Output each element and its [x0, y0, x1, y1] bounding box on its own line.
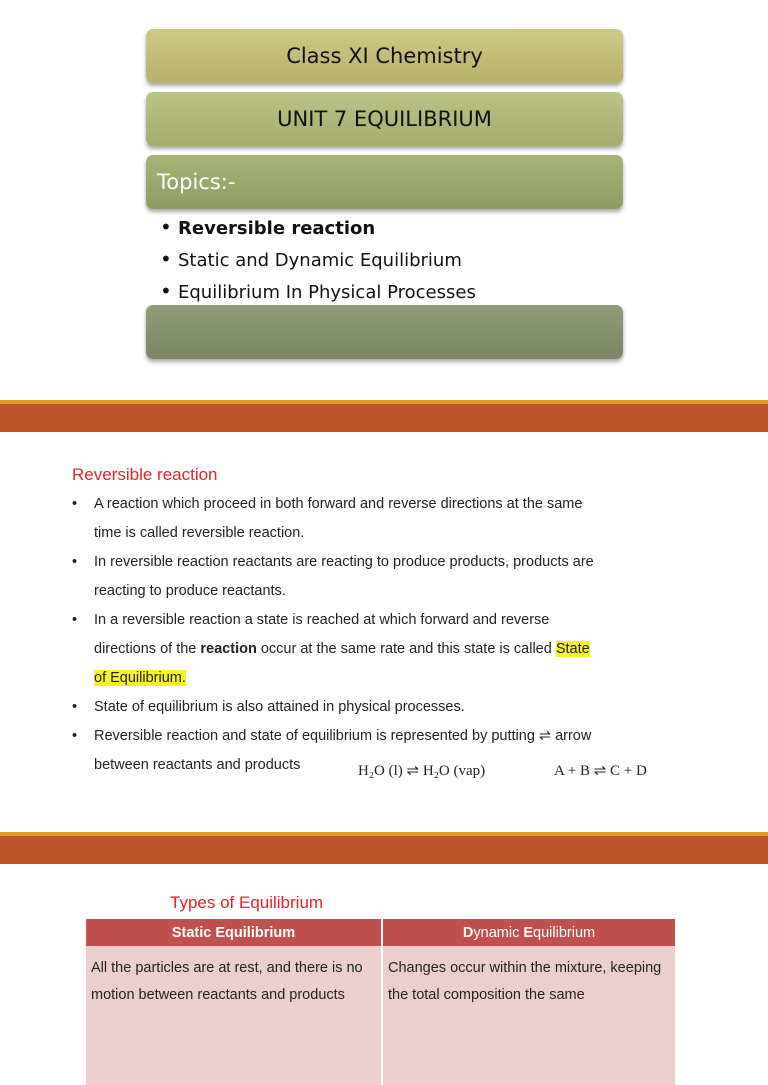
- bullet-icon: •: [72, 612, 78, 628]
- topic-item: [160, 212, 476, 244]
- bullet-text: In a reversible reaction a state is reached at which forward and reverse: [94, 612, 550, 628]
- topic-text: eversible reaction: [191, 218, 376, 239]
- table-header-row: [86, 919, 676, 946]
- bullet-icon: •: [72, 496, 78, 512]
- list-item: [70, 606, 680, 693]
- slide-title: Class XI Chemistry: [286, 44, 483, 68]
- col-header-dynamic: [382, 919, 676, 946]
- title-slide: [0, 0, 768, 400]
- topics-band: [146, 155, 623, 209]
- section-heading: Types of Equilibrium: [170, 893, 324, 912]
- bullet-icon: •: [72, 728, 78, 744]
- col-header-static: Static Equilibrium: [86, 919, 382, 946]
- header-text: quilibrium: [533, 924, 596, 941]
- table-cell: All the particles are at rest, and there is no motion between reactants and products: [86, 946, 382, 1085]
- bold-term: reaction: [200, 641, 257, 657]
- bullet-text: State of equilibrium is also attained in physical processes.: [94, 699, 465, 715]
- equilibrium-table: [86, 919, 677, 1085]
- list-item: [70, 490, 680, 548]
- list-item: [70, 548, 680, 606]
- bullet-text: time is called reversible reaction.: [94, 525, 305, 541]
- bullet-text: In reversible reaction reactants are reacting to produce products, products are: [94, 554, 594, 570]
- types-of-equilibrium-slide: [0, 864, 768, 1024]
- bullet-text: between reactants and products: [94, 757, 301, 773]
- bullet-icon: •: [72, 554, 78, 570]
- bullet-icon: •: [160, 247, 172, 271]
- bullet-text: reacting to produce reactants.: [94, 583, 286, 599]
- bullet-icon: •: [160, 215, 172, 239]
- bullet-text: occur at the same rate and this state is called: [256, 641, 556, 657]
- header-letter: E: [523, 924, 534, 941]
- bullet-text: directions of the: [94, 641, 201, 657]
- table-cell: Changes occur within the mixture, keeping the total composition the same: [382, 946, 676, 1085]
- slide-divider: [0, 400, 768, 432]
- section-heading: Reversible reaction: [72, 465, 218, 484]
- title-band: [146, 29, 623, 83]
- topic-item: [160, 244, 476, 276]
- header-text: ynamic: [473, 924, 524, 941]
- unit-title: UNIT 7 EQUILIBRIUM: [277, 107, 492, 131]
- highlighted-term: of Equilibrium.: [94, 670, 186, 686]
- highlighted-term: State: [555, 641, 590, 657]
- unit-band: [146, 92, 623, 146]
- bullet-icon: •: [72, 699, 78, 715]
- reversible-reaction-slide: [0, 432, 768, 832]
- list-item: [70, 693, 680, 722]
- topics-label: Topics:-: [157, 170, 236, 194]
- bullet-icon: •: [160, 279, 172, 303]
- equation-generic: A + B ⇌ C + D: [554, 763, 647, 779]
- table-row: [86, 946, 676, 1085]
- bullet-text: Reversible reaction and state of equilibrium is represented by putting ⇌ arrow: [94, 728, 592, 744]
- topic-text: Static and Dynamic Equilibrium: [178, 250, 462, 271]
- equation-water: H₂O (l) ⇌ H₂O (vap): [358, 763, 486, 779]
- slide-divider: [0, 832, 768, 864]
- bullet-text: A reaction which proceed in both forward and reverse directions at the same: [94, 496, 583, 512]
- topics-list: [160, 212, 476, 308]
- header-letter: D: [462, 924, 474, 941]
- topic-text-first: R: [178, 218, 192, 239]
- topic-item: [160, 276, 476, 308]
- empty-band: [146, 305, 623, 359]
- topic-text: Equilibrium In Physical Processes: [178, 282, 476, 303]
- bullet-list: [70, 490, 680, 780]
